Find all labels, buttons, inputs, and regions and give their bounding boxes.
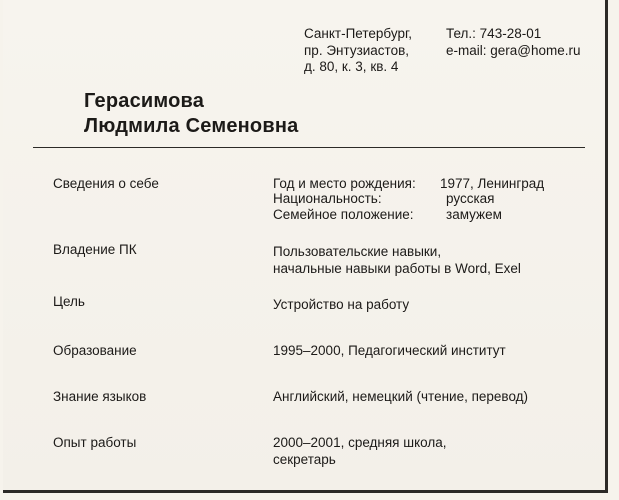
about-marital-value: замужем [446,207,502,222]
section-label-about: Сведения о себе [53,176,159,191]
section-label-pc: Владение ПК [53,242,137,257]
languages-value: Английский, немецкий (чтение, перевод) [273,389,529,404]
phone-number: Тел.: 743-28-01 [446,26,542,41]
address-block [304,26,412,76]
person-given-names: Людмила Семеновна [84,115,299,137]
pc-skills-value [273,244,521,277]
pc-skills-line: начальные навыки работы в Word, Exel [273,260,521,276]
about-nationality-value: русская [446,191,495,206]
experience-line: 2000–2001, средняя школа, [273,435,447,450]
contacts-block [446,26,581,59]
experience-value [273,435,446,468]
section-label-experience: Опыт работы [53,435,137,450]
section-label-education: Образование [53,343,137,358]
section-label-goal: Цель [53,294,85,309]
person-surname: Герасимова [84,90,205,112]
pc-skills-line: Пользовательские навыки, [273,244,442,259]
education-value: 1995–2000, Педагогический институт [273,343,506,358]
address-line-street: пр. Энтузиастов, [304,42,410,58]
address-line-city: Санкт-Петербург, [304,26,412,41]
about-nationality-label: Национальность: [273,191,382,206]
header-divider [33,147,585,148]
email-address: e-mail: gera@home.ru [446,42,581,58]
address-line-house: д. 80, к. 3, кв. 4 [304,59,399,74]
about-marital-label: Семейное положение: [273,207,414,222]
section-label-languages: Знание языков [53,389,147,404]
about-birth-label: Год и место рождения: [273,176,416,191]
experience-line: секретарь [273,451,336,467]
goal-value: Устройство на работу [273,297,410,312]
about-birth-value: 1977, Ленинград [440,176,545,191]
